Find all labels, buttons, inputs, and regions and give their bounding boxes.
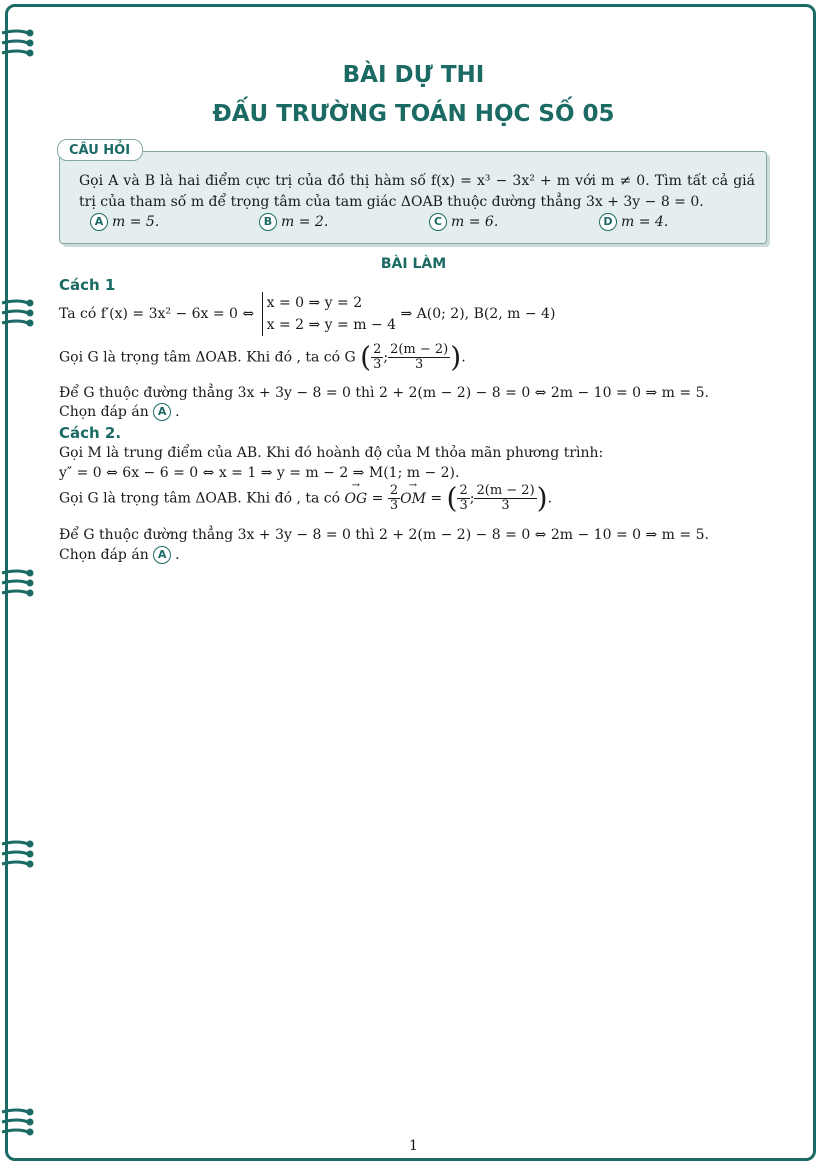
- option-text: m = 6.: [451, 214, 499, 230]
- method2-line5: Chọn đáp án A .: [59, 547, 180, 563]
- option-a[interactable]: [90, 212, 159, 232]
- vector-om: → OM: [400, 490, 426, 508]
- numerator: 2(m − 2): [390, 342, 449, 357]
- page-number: 1: [409, 1138, 418, 1154]
- page-title-line2: ĐẤU TRƯỜNG TOÁN HỌC SỐ 05: [212, 101, 615, 127]
- paren-close: ): [450, 340, 462, 374]
- method1-line4: Chọn đáp án A .: [59, 404, 180, 420]
- option-c[interactable]: [429, 212, 498, 232]
- paren-open: (: [446, 481, 458, 515]
- option-b[interactable]: [259, 212, 328, 232]
- solution-heading: BÀI LÀM: [380, 256, 447, 272]
- option-d[interactable]: [599, 212, 668, 232]
- option-text: m = 2.: [281, 214, 329, 230]
- numerator: 2(m − 2): [476, 483, 535, 498]
- option-text: m = 5.: [112, 214, 160, 230]
- method1-line1: [59, 292, 555, 336]
- system-row-1: x = 0 ⇒ y = 2: [266, 295, 363, 311]
- option-letter-badge: A: [90, 213, 108, 231]
- denominator: 3: [389, 498, 399, 513]
- method2-line2: y″ = 0 ⇔ 6x − 6 = 0 ⇔ x = 1 ⇒ y = m − 2 ⇒ M(1; m − 2).: [59, 465, 460, 481]
- denominator: 3: [501, 498, 510, 513]
- numerator: 2: [389, 483, 399, 498]
- method1-title: Cách 1: [59, 276, 116, 294]
- fraction: [474, 484, 536, 513]
- denominator: 3: [415, 357, 424, 372]
- binding-ring-icon: [0, 567, 36, 601]
- option-text: m = 4.: [621, 214, 669, 230]
- method1-line3: Để G thuộc đường thẳng 3x + 3y − 8 = 0 thì 2 + 2(m − 2) − 8 = 0 ⇔ 2m − 10 = 0 ⇒ m = 5.: [59, 385, 709, 401]
- fraction: [388, 343, 450, 372]
- method2-line4: Để G thuộc đường thẳng 3x + 3y − 8 = 0 thì 2 + 2(m − 2) − 8 = 0 ⇔ 2m − 10 = 0 ⇒ m = 5.: [59, 527, 709, 543]
- choose-answer-text: Chọn đáp án: [59, 547, 149, 563]
- fraction: [388, 484, 400, 513]
- method2-title: Cách 2.: [59, 424, 122, 442]
- fraction: [371, 343, 383, 372]
- denominator: 3: [459, 498, 468, 513]
- option-letter-badge: B: [259, 213, 277, 231]
- answer-badge: A: [153, 403, 171, 421]
- binding-ring-icon: [0, 1106, 36, 1140]
- binding-ring-icon: [0, 297, 36, 331]
- paren-open: (: [360, 340, 372, 374]
- option-letter-badge: C: [429, 213, 447, 231]
- binding-ring-icon: [0, 27, 36, 61]
- question-text: Gọi A và B là hai điểm cực trị của đồ thị hàm số f(x) = x³ − 3x² + m với m ≠ 0. Tìm tất cả giá trị của tham số m để trọng tâm của tam giác ΔOAB thuộc đường thẳng 3x + 3y − 8 = 0.: [79, 173, 755, 210]
- numerator: 2: [373, 342, 382, 357]
- method1-line1-prefix: Ta có f′(x) = 3x² − 6x = 0 ⇔: [59, 306, 255, 322]
- denominator: 3: [373, 357, 382, 372]
- method1-line2-prefix: Gọi G là trọng tâm ΔOAB. Khi đó , ta có G: [59, 349, 356, 366]
- answer-badge: A: [153, 546, 171, 564]
- method2-line3-prefix: Gọi G là trọng tâm ΔOAB. Khi đó , ta có: [59, 490, 341, 507]
- vector-og: → OG: [345, 490, 368, 508]
- method1-line2: Gọi G là trọng tâm ΔOAB. Khi đó , ta có G ( $\frac{2}{3}$ ; $\frac{2(m - 2)}{3}$ ).: [59, 340, 466, 374]
- choose-answer-text: Chọn đáp án: [59, 404, 149, 420]
- binding-ring-icon: [0, 838, 36, 872]
- equation-system: [262, 292, 396, 336]
- method2-line1: Gọi M là trung điểm của AB. Khi đó hoành độ của M thỏa mãn phương trình:: [59, 445, 604, 461]
- fraction: [457, 484, 469, 513]
- option-letter-badge: D: [599, 213, 617, 231]
- method1-line1-suffix: ⇒ A(0; 2), B(2, m − 4): [400, 306, 556, 322]
- page-title-line1: BÀI DỰ THI: [342, 62, 485, 88]
- question-tab: CÂU HỎI: [57, 139, 143, 161]
- method2-line3: Gọi G là trọng tâm ΔOAB. Khi đó , ta có → OG = $\frac{2}{3}$ → OM = ( $\frac{2}{3}$ ; $\frac{2(m - 2)}{3}$ ).: [59, 484, 552, 513]
- system-row-2: x = 2 ⇒ y = m − 4: [266, 317, 397, 333]
- paren-close: ): [536, 481, 548, 515]
- numerator: 2: [459, 483, 468, 498]
